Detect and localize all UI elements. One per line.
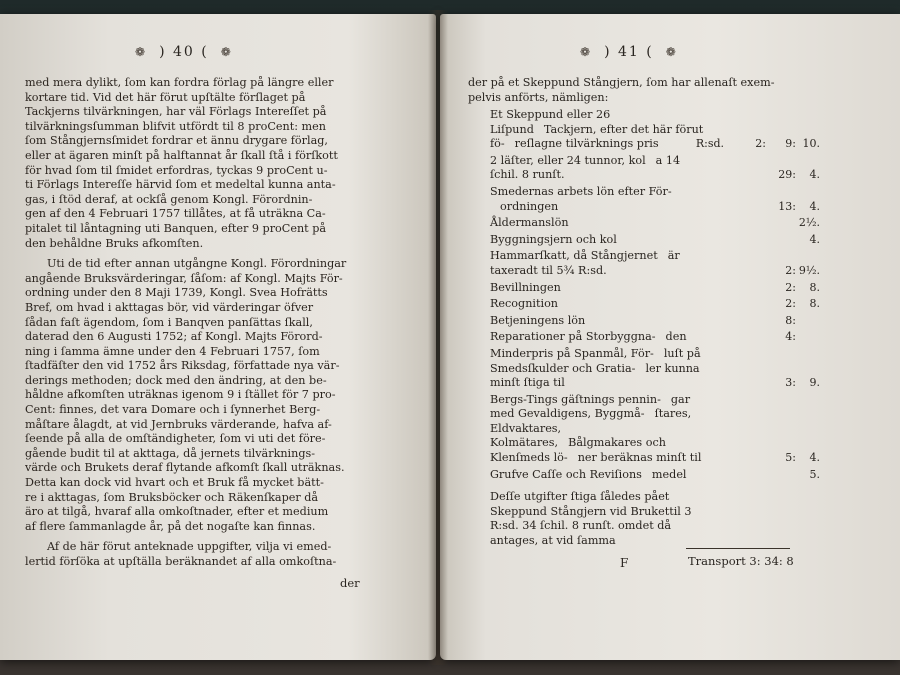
- entry-description: [490, 393, 705, 466]
- text-line: eller at ägaren minſt på halftannat år ſkall ſtå i förſkott: [25, 148, 338, 162]
- text-line: Af de här förut anteknade uppgifter, vilja vi emed-: [47, 540, 332, 554]
- entry-amounts: [684, 200, 820, 215]
- currency-label: [684, 281, 724, 296]
- text-line: re i akttagas, ſom Bruksböcker och Räkenſkaper då: [25, 490, 319, 504]
- ledger-table: [490, 108, 820, 549]
- currency-label: [684, 297, 724, 312]
- currency-label: [684, 200, 724, 215]
- entry-line: den: [665, 330, 687, 344]
- text-line: ſtadfäſter den vid 1752 års Riksdag, författade nya vär-: [25, 359, 340, 373]
- entry-amounts: [684, 281, 820, 296]
- entry-description: [490, 330, 705, 345]
- entry-line: Bevillningen: [490, 280, 561, 294]
- text-line: Uti de tid efter annan utgångne Kongl. Förordningar: [47, 257, 347, 271]
- entry-description: [490, 297, 705, 312]
- text-line: ning i ſamma ämne under den 4 Februari 1757, ſom: [25, 344, 320, 358]
- currency-label: [684, 314, 724, 329]
- schilling-value: 4:: [785, 330, 796, 344]
- currency-label: [684, 264, 724, 279]
- schilling-value: 13:: [778, 199, 796, 213]
- entry-amounts: [684, 330, 820, 345]
- entry-description: [490, 468, 705, 483]
- entry-description: [490, 347, 705, 391]
- entry-line: Reparationer på Storbyggna-: [490, 330, 656, 344]
- text-line: ſom Stångjernsſmidet fordrar et ännu drygare förlag,: [25, 134, 328, 148]
- paragraph-3: [25, 540, 380, 569]
- schilling-value: 5:: [785, 451, 796, 465]
- entry-amounts: [684, 451, 820, 466]
- runstycken-value: 5.: [809, 467, 820, 481]
- closing-text: [490, 490, 705, 548]
- text-line: der på et Skeppund Stångjern, ſom har allenaſt exem-: [468, 76, 775, 89]
- ledger-entry: [490, 216, 820, 231]
- runstycken-value: 4.: [809, 168, 820, 182]
- currency-label: [684, 168, 724, 183]
- riksdaler-value: [724, 297, 766, 312]
- currency-label: [684, 376, 724, 391]
- text-line: med mera dylikt, ſom kan fordra förlag på längre eller: [25, 76, 334, 89]
- entry-line: Tackjern, efter det här förut fö-: [490, 122, 704, 151]
- entry-line: Bålgmakares och Klenſmeds lö-: [490, 436, 666, 465]
- entry-description: [490, 249, 705, 278]
- entry-line: Åldermanslön: [490, 216, 569, 230]
- riksdaler-value: [724, 451, 766, 466]
- entry-line: Grufve Caſſe och Reviſions: [490, 467, 642, 481]
- entry-line: Recognition: [490, 297, 559, 311]
- runstycken-value: 2½.: [798, 216, 820, 230]
- entry-amounts: [684, 297, 820, 312]
- left-page-header: [135, 44, 233, 60]
- text-line: gen af den 4 Februari 1757 tillåtes, at få uträkna Ca-: [25, 207, 326, 221]
- schilling-value: 29:: [778, 168, 796, 182]
- ledger-entry: [490, 468, 820, 483]
- flower-ornament-icon: ❁: [665, 45, 678, 59]
- transport-values: 3: 34: 8: [749, 554, 794, 568]
- entry-description: [490, 185, 705, 214]
- ledger-entry: [490, 233, 820, 248]
- entry-line: gar med Gevaldigens, Byggmå-: [490, 392, 691, 421]
- flower-ornament-icon: ❁: [580, 45, 593, 59]
- riksdaler-value: [724, 233, 766, 248]
- text-line: Deſſe utgifter ſtiga ſåledes på: [490, 490, 659, 504]
- entry-description: [490, 281, 705, 296]
- entry-amounts: [684, 233, 820, 248]
- text-line: Tackjerns tilvärkningen, har väl Förlags Intereſſet på: [25, 105, 327, 119]
- page-number: ) 40 (: [159, 44, 209, 60]
- entry-line: Hammarſkatt, då Stångjernet: [490, 249, 658, 263]
- riksdaler-value: 2:: [755, 137, 766, 151]
- transport-label: Transport: [688, 554, 746, 568]
- currency-label: R:sd.: [695, 137, 724, 151]
- signature-mark: F: [620, 556, 629, 570]
- schilling-value: 3:: [785, 376, 796, 390]
- runstycken-value: 8.: [809, 297, 820, 311]
- riksdaler-value: [724, 330, 766, 345]
- text-line: för hvad ſom til ſmidet erfordras, tyckas 9 proCent u-: [25, 163, 328, 177]
- riksdaler-value: [724, 314, 766, 329]
- entry-line: ordningen: [500, 199, 559, 213]
- text-line: daterad den 6 Augusti 1752; af Kongl. Majts Förord-: [25, 330, 323, 344]
- entry-line: medel: [651, 467, 687, 481]
- ledger-entry: [490, 393, 820, 466]
- entry-line: ner beräknas minſt til: [577, 451, 702, 465]
- right-page: [440, 14, 900, 660]
- schilling-value: 2:: [785, 297, 796, 311]
- entry-line: Et Skeppund eller 26 Liſpund: [490, 108, 611, 136]
- runstycken-value: 10.: [802, 137, 820, 151]
- text-line: Bref, om hvad i akttagas bör, vid värderingar öfver: [25, 300, 314, 314]
- transport-total: [688, 554, 794, 568]
- text-line: derings methoden; dock med den ändring, at den be-: [25, 373, 327, 387]
- text-line: af flere ſammanlagde år, på det nogaſte kan finnas.: [25, 519, 316, 533]
- text-line: tilvärkningsſumman blifvit utfördt til 8 proCent: men: [25, 119, 326, 133]
- riksdaler-value: [724, 168, 766, 183]
- entry-description: [490, 154, 705, 183]
- runstycken-value: [796, 314, 820, 329]
- ledger-entry: [490, 281, 820, 296]
- entry-description: [490, 108, 705, 152]
- entry-amounts: [684, 314, 820, 329]
- ledger-entry: [490, 108, 820, 152]
- entry-amounts: [684, 376, 820, 391]
- entry-amounts: [684, 216, 820, 231]
- text-line: lertid förſöka at upſtälla beräknandet af alla omkoſtna-: [25, 555, 337, 568]
- riksdaler-value: [724, 264, 766, 279]
- flower-ornament-icon: ❁: [220, 45, 233, 59]
- runstycken-value: 9½.: [798, 263, 820, 277]
- ledger-entry: [490, 347, 820, 391]
- runstycken-value: [796, 330, 820, 345]
- entry-line: Betjeningens lön: [490, 313, 586, 327]
- entry-description: [490, 314, 705, 329]
- text-line: pelvis anförts, nämligen:: [468, 90, 609, 104]
- entry-line: ſtares, Eldvaktares, Kolmätares,: [490, 407, 692, 450]
- entry-line: Smedernas arbets lön efter För-: [490, 184, 672, 198]
- entry-line: Byggningsjern och kol: [490, 232, 617, 246]
- text-line: et Skeppund Stångjern vid Bruket: [490, 490, 670, 518]
- runstycken-value: 9.: [809, 376, 820, 390]
- ledger-entry: [490, 330, 820, 345]
- schilling-value: 8:: [785, 313, 796, 327]
- paragraph-1: [25, 76, 380, 251]
- schilling-value: [766, 233, 796, 248]
- text-line: den behåldne Bruks afkomſten.: [25, 236, 204, 250]
- text-line: gående budit til at akttaga, då jernets tilvärknings-: [25, 446, 316, 460]
- text-line: gas, i ſtöd deraf, at ockſå genom Kongl. Förordnin-: [25, 192, 313, 206]
- entry-line: 2 läſter, eller 24 tunnor, kol: [490, 153, 646, 167]
- text-line: ſeende på alla de omſtändigheter, ſom vi uti det före-: [25, 432, 326, 446]
- catchword: der: [340, 576, 360, 590]
- text-line: det då antages, at vid ſamma: [490, 519, 672, 548]
- left-page: [0, 14, 436, 660]
- riksdaler-value: [724, 216, 766, 231]
- ledger-entry: [490, 185, 820, 214]
- runstycken-value: 4.: [809, 199, 820, 213]
- riksdaler-value: [724, 281, 766, 296]
- paragraph-2: [25, 257, 380, 534]
- transport-rule: [686, 548, 790, 549]
- text-line: Detta kan dock vid hvart och et Bruk få mycket bätt-: [25, 476, 324, 490]
- flower-ornament-icon: ❁: [135, 45, 148, 59]
- entry-line: luſt på Smedsſkulder och Gratia-: [490, 346, 701, 375]
- currency-label: [684, 451, 724, 466]
- text-line: kortare tid. Vid det här förut upſtälte förſlaget på: [25, 90, 306, 104]
- page-number: ) 41 (: [604, 44, 654, 60]
- text-line: ordning under den 8 Maji 1739, Kongl. Svea Hofrätts: [25, 286, 328, 300]
- text-line: ti Förlags Intereſſe härvid ſom et medeltal kunna anta-: [25, 178, 336, 192]
- runstycken-value: 8.: [809, 280, 820, 294]
- entry-description: [490, 216, 705, 231]
- riksdaler-value: [724, 376, 766, 391]
- text-line: måſtare ålagdt, at vid Jernbruks värderande, hafva af-: [25, 417, 332, 431]
- entry-description: [490, 233, 705, 248]
- entry-amounts: [684, 137, 820, 152]
- entry-amounts: [684, 168, 820, 183]
- schilling-value: [766, 216, 796, 231]
- text-line: ſådan faſt ägendom, ſom i Banqven panſättas ſkall,: [25, 315, 313, 329]
- text-line: angående Bruksvärderingar, ſåſom: af Kongl. Majts För-: [25, 271, 343, 285]
- currency-label: [684, 468, 724, 483]
- text-line: til 3 R:sd. 34 ſchil. 8 runſt. om: [490, 504, 692, 533]
- left-page-body: [25, 76, 380, 576]
- currency-label: [684, 330, 724, 345]
- entry-line: är taxeradt til 5¾ R:sd.: [490, 249, 680, 277]
- currency-label: [684, 233, 724, 248]
- ledger-entry: [490, 314, 820, 329]
- entry-line: reſlagne tilvärknings pris: [514, 137, 659, 151]
- schilling-value: 9:: [785, 137, 796, 151]
- ledger-entry: [490, 249, 820, 278]
- text-line: äro at tilgå, hvaraf alla omkoſtnader, efter et medium: [25, 505, 329, 519]
- ledger-intro: [468, 76, 798, 105]
- runstycken-value: 4.: [809, 451, 820, 465]
- text-line: Cent: finnes, det vara Domare och i ſynnerhet Berg-: [25, 403, 321, 417]
- entry-line: Minderpris på Spanmål, För-: [490, 346, 654, 360]
- riksdaler-value: [724, 200, 766, 215]
- entry-amounts: [684, 468, 820, 483]
- text-line: pitalet til låntagning uti Banquen, efter 9 proCent på: [25, 221, 327, 235]
- ledger-entry: [490, 154, 820, 183]
- text-line: värde och Brukets deraf flytande afkomſt ſkall uträknas.: [25, 461, 345, 475]
- entry-line: Bergs-Tings gäſtnings pennin-: [490, 392, 661, 406]
- schilling-value: [766, 468, 796, 483]
- right-page-header: [580, 44, 678, 60]
- entry-line: a 14 ſchil. 8 runſt.: [490, 153, 681, 182]
- riksdaler-value: [724, 468, 766, 483]
- schilling-value: 2:: [785, 263, 796, 277]
- text-line: håldne afkomſten uträknas igenom 9 i ſtället för 7 pro-: [25, 388, 336, 402]
- entry-amounts: [684, 264, 820, 279]
- ledger-entry: [490, 297, 820, 312]
- currency-label: [684, 216, 724, 231]
- runstycken-value: 4.: [809, 232, 820, 246]
- entry-line: ler kunna minſt ſtiga til: [490, 361, 700, 390]
- schilling-value: 2:: [785, 280, 796, 294]
